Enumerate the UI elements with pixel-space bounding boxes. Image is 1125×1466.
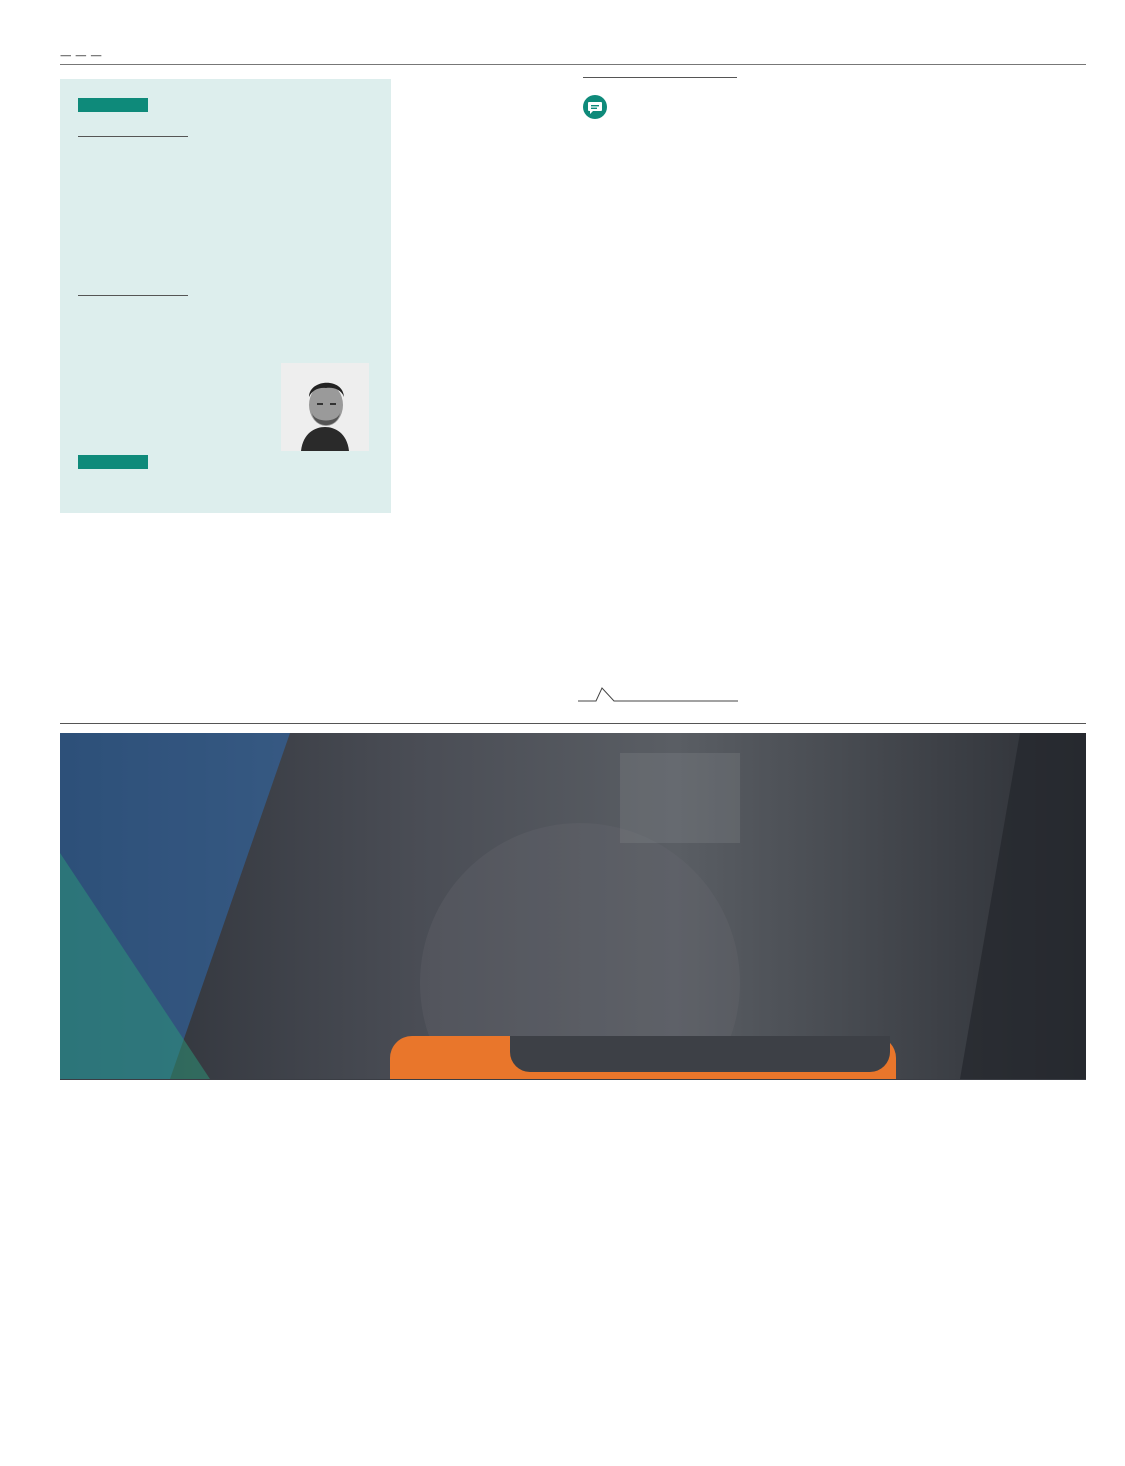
body-column-3 bbox=[406, 81, 566, 94]
ad-frame bbox=[60, 733, 1086, 1080]
column-title-box bbox=[60, 79, 391, 513]
body-column-6 bbox=[926, 81, 1086, 94]
quote-rule-bottom bbox=[578, 682, 738, 702]
follow-bar bbox=[510, 1036, 890, 1072]
quote-icon bbox=[583, 95, 607, 119]
author-photo bbox=[281, 363, 369, 451]
title-rule-bottom bbox=[78, 295, 188, 296]
ad-divider bbox=[60, 723, 1086, 724]
header-divider bbox=[60, 64, 1086, 65]
quote-rule-top bbox=[583, 77, 737, 78]
body-column-5 bbox=[753, 81, 913, 94]
title-rule-top bbox=[78, 136, 188, 137]
accent-bar-bottom bbox=[78, 455, 148, 469]
page-header bbox=[60, 48, 1086, 64]
accent-bar-top bbox=[78, 98, 148, 112]
header-left: — — — bbox=[60, 48, 102, 62]
